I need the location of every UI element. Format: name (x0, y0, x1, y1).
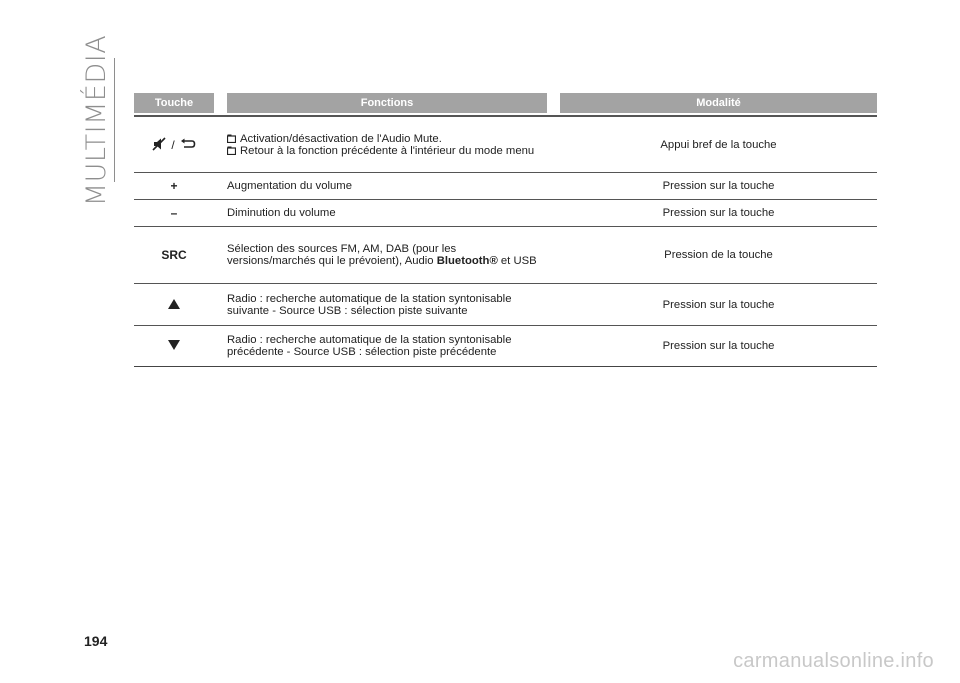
key-cell: + (170, 179, 178, 193)
modality-cell: Pression sur la touche (662, 207, 775, 219)
back-icon (180, 138, 196, 152)
modality-cell: Pression sur la touche (662, 298, 775, 311)
function-line: Retour à la fonction précédente à l'intérieur du mode menu (227, 145, 547, 157)
function-cell: Radio : recherche automatique de la station syntonisable précédente - Source USB : sélection piste précédente (227, 334, 512, 358)
key-cell (134, 299, 214, 311)
modality-cell: Pression sur la touche (662, 340, 775, 352)
header-modalite: Modalité (560, 93, 877, 113)
back-icon (227, 146, 236, 155)
key-cell (134, 340, 214, 352)
mute-icon (152, 137, 166, 153)
function-cell: Diminution du volume (227, 207, 336, 219)
key-separator: / (171, 137, 175, 152)
table-row (134, 326, 877, 367)
key-cell: – (170, 206, 178, 220)
section-title: MULTIMÉDIA (81, 34, 113, 206)
page-number: 194 (84, 633, 108, 649)
function-line: Activation/désactivation de l'Audio Mute. (227, 133, 547, 145)
function-cell: Radio : recherche automatique de la station syntonisable suivante - Source USB : sélection piste suivante (227, 292, 512, 317)
modality-cell: Pression de la touche (664, 249, 773, 261)
controls-table (134, 93, 877, 367)
function-cell (227, 133, 547, 157)
modality-cell: Appui bref de la touche (660, 138, 777, 151)
triangle-up-icon (168, 299, 180, 311)
bluetooth-label: Bluetooth® (436, 255, 498, 267)
function-cell: Augmentation du volume (227, 180, 352, 192)
modality-cell: Pression sur la touche (662, 180, 775, 192)
table-row (134, 284, 877, 326)
watermark: carmanualsonline.info (733, 650, 934, 672)
table-header (134, 93, 877, 113)
table-row (134, 173, 877, 200)
table-row (134, 200, 877, 227)
header-touche: Touche (134, 93, 214, 113)
table-row (134, 117, 877, 173)
mute-icon (227, 134, 236, 143)
key-cell (134, 137, 214, 153)
triangle-down-icon (168, 340, 180, 352)
key-cell: SRC (161, 248, 187, 262)
header-fonctions: Fonctions (227, 93, 547, 113)
table-row (134, 227, 877, 284)
function-cell: Sélection des sources FM, AM, DAB (pour les versions/marchés qui le prévoient), Audio Bluetooth® et USB (227, 243, 537, 267)
section-title-rule (114, 58, 115, 182)
